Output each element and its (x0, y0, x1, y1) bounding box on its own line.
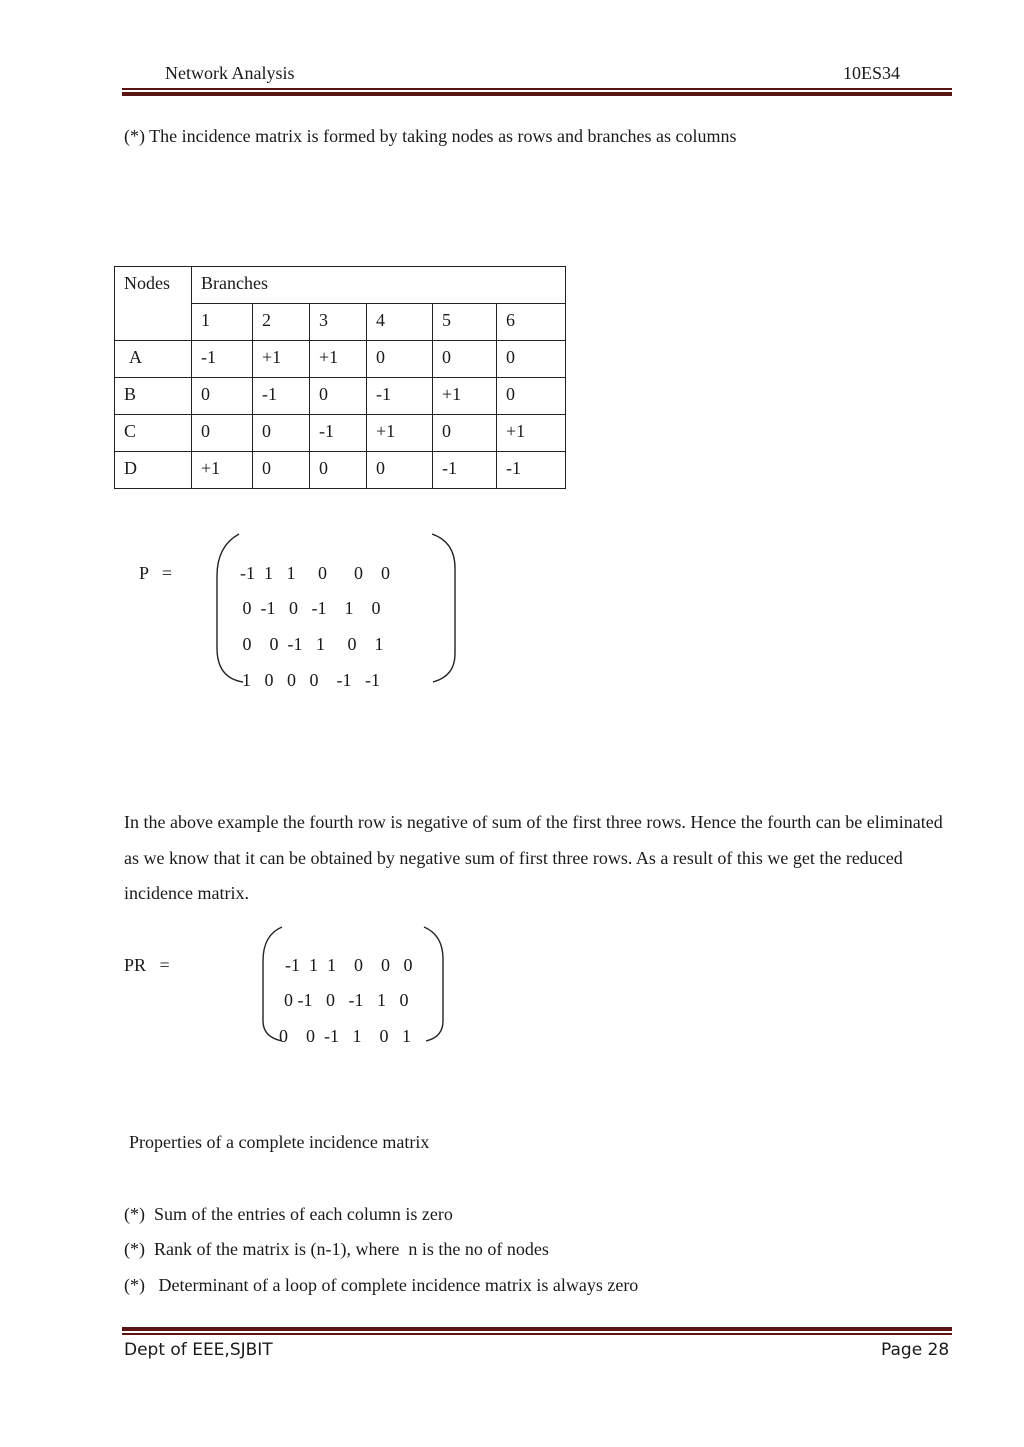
node-cell: A (115, 341, 192, 378)
matrix-pr-row: 0 0 -1 1 0 1 (279, 1026, 411, 1046)
header-title: Network Analysis (165, 63, 295, 83)
value-cell: 0 (253, 415, 310, 452)
value-cell: 0 (192, 415, 253, 452)
table-row (115, 452, 566, 489)
value-cell: -1 (310, 415, 367, 452)
property-item: (*) Rank of the matrix is (n-1), where n is the no of nodes (124, 1239, 549, 1259)
matrix-p-row: 0 0 -1 1 0 1 (238, 634, 384, 654)
value-cell: -1 (253, 378, 310, 415)
nodes-header: Nodes (115, 267, 192, 341)
footer-department: Dept of EEE,SJBIT (124, 1340, 273, 1360)
incidence-table (114, 266, 566, 489)
value-cell: 0 (433, 341, 497, 378)
matrix-p-label: P = (139, 563, 172, 583)
matrix-pr-right-bracket (422, 925, 462, 1055)
value-cell: +1 (433, 378, 497, 415)
node-cell: D (115, 452, 192, 489)
footer-page-number: Page 28 (881, 1340, 950, 1360)
value-cell: 0 (192, 378, 253, 415)
value-cell: -1 (497, 452, 566, 489)
branch-number: 5 (433, 304, 497, 341)
value-cell: +1 (192, 452, 253, 489)
property-item: (*) Sum of the entries of each column is zero (124, 1204, 453, 1224)
value-cell: -1 (433, 452, 497, 489)
header-rule (122, 88, 952, 96)
matrix-p-right-bracket (428, 532, 468, 692)
branches-header: Branches (192, 267, 566, 304)
explanation-paragraph: In the above example the fourth row is negative of sum of the first three rows. Hence the fourth can be eliminated as we know that it can be obtained by negative sum of first three rows. As a result of this we get the reduced incidence matrix. (124, 812, 943, 903)
value-cell: 0 (367, 452, 433, 489)
matrix-p-row: 1 0 0 0 -1 -1 (242, 670, 380, 690)
value-cell: -1 (192, 341, 253, 378)
table-row (115, 341, 566, 378)
value-cell: +1 (310, 341, 367, 378)
table-header-row (115, 267, 566, 304)
branch-number: 6 (497, 304, 566, 341)
node-cell: B (115, 378, 192, 415)
matrix-p-row: 0 -1 0 -1 1 0 (238, 598, 381, 618)
node-cell: C (115, 415, 192, 452)
branch-number: 4 (367, 304, 433, 341)
value-cell: 0 (310, 452, 367, 489)
value-cell: +1 (497, 415, 566, 452)
matrix-p-row: -1 1 1 0 0 0 (240, 563, 390, 583)
table-row (115, 378, 566, 415)
footer-rule (122, 1327, 952, 1335)
value-cell: +1 (253, 341, 310, 378)
value-cell: 0 (367, 341, 433, 378)
matrix-pr-label: PR = (124, 955, 170, 975)
value-cell: -1 (367, 378, 433, 415)
value-cell: +1 (367, 415, 433, 452)
value-cell: 0 (497, 341, 566, 378)
value-cell: 0 (497, 378, 566, 415)
branch-number: 3 (310, 304, 367, 341)
branch-number: 1 (192, 304, 253, 341)
table-row (115, 415, 566, 452)
matrix-pr-row: -1 1 1 0 0 0 (285, 955, 413, 975)
value-cell: 0 (433, 415, 497, 452)
value-cell: 0 (253, 452, 310, 489)
branch-number: 2 (253, 304, 310, 341)
property-item: (*) Determinant of a loop of complete incidence matrix is always zero (124, 1275, 639, 1295)
value-cell: 0 (310, 378, 367, 415)
properties-title: Properties of a complete incidence matrix (129, 1132, 430, 1152)
header-code: 10ES34 (843, 63, 901, 83)
matrix-pr-row: 0 -1 0 -1 1 0 (284, 990, 409, 1010)
intro-text: (*) The incidence matrix is formed by taking nodes as rows and branches as columns (124, 126, 737, 146)
